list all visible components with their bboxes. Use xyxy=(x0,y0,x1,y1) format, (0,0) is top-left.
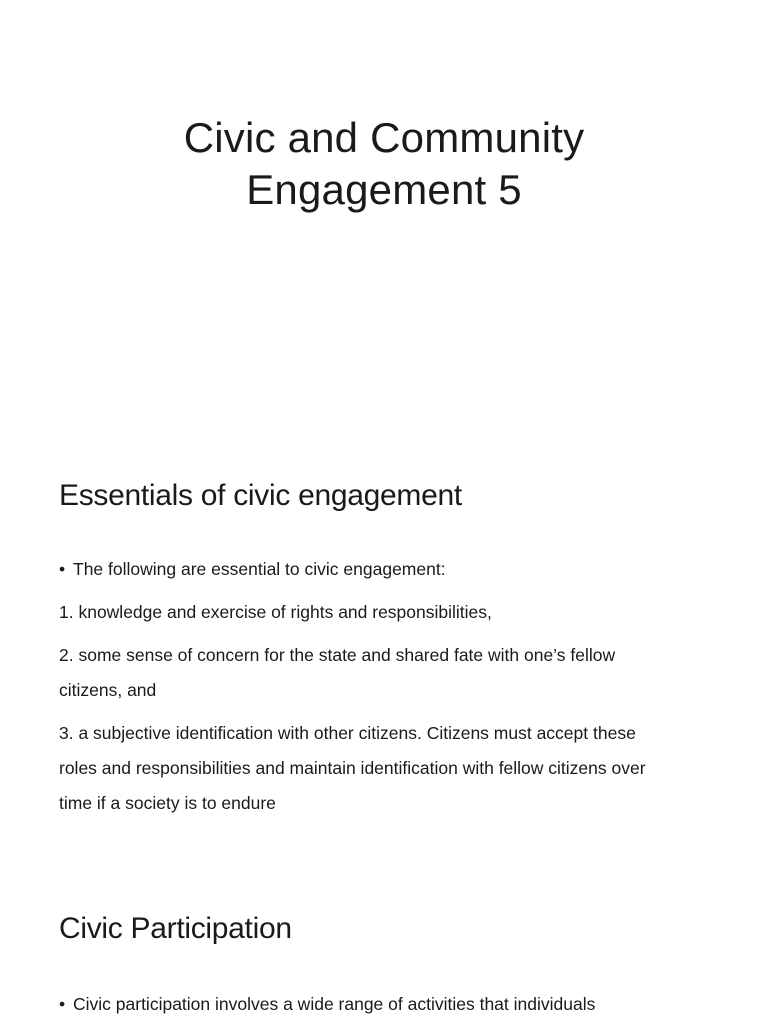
essentials-item-2-line-2: citizens, and xyxy=(59,680,157,700)
title-line-1: Civic and Community xyxy=(183,114,585,161)
essentials-item-1: 1. knowledge and exercise of rights and responsibilities, xyxy=(59,602,492,622)
essentials-body xyxy=(59,552,729,821)
participation-body xyxy=(59,987,729,1022)
essentials-section xyxy=(59,478,729,821)
participation-bullet xyxy=(59,987,729,1022)
title-line-2: Engagement 5 xyxy=(246,166,522,213)
essentials-item-3-line-1: 3. a subjective identification with other citizens. Citizens must accept these xyxy=(59,723,636,743)
essentials-bullet-text: The following are essential to civic engagement: xyxy=(73,559,446,579)
title-slide xyxy=(0,112,768,216)
essentials-item-2-line-1: 2. some sense of concern for the state and shared fate with one’s fellow xyxy=(59,645,616,665)
bullet-icon: • xyxy=(59,994,66,1014)
essentials-item-3-line-2: roles and responsibilities and maintain identification with fellow citizens over xyxy=(59,758,646,778)
essentials-bullet xyxy=(59,552,729,587)
participation-section xyxy=(59,911,729,1022)
participation-bullet-text: Civic participation involves a wide range of activities that individuals xyxy=(73,994,596,1014)
essentials-item-3-line-3: time if a society is to endure xyxy=(59,793,276,813)
bullet-icon: • xyxy=(59,559,66,579)
participation-heading: Civic Participation xyxy=(59,912,292,945)
essentials-heading: Essentials of civic engagement xyxy=(59,479,462,512)
